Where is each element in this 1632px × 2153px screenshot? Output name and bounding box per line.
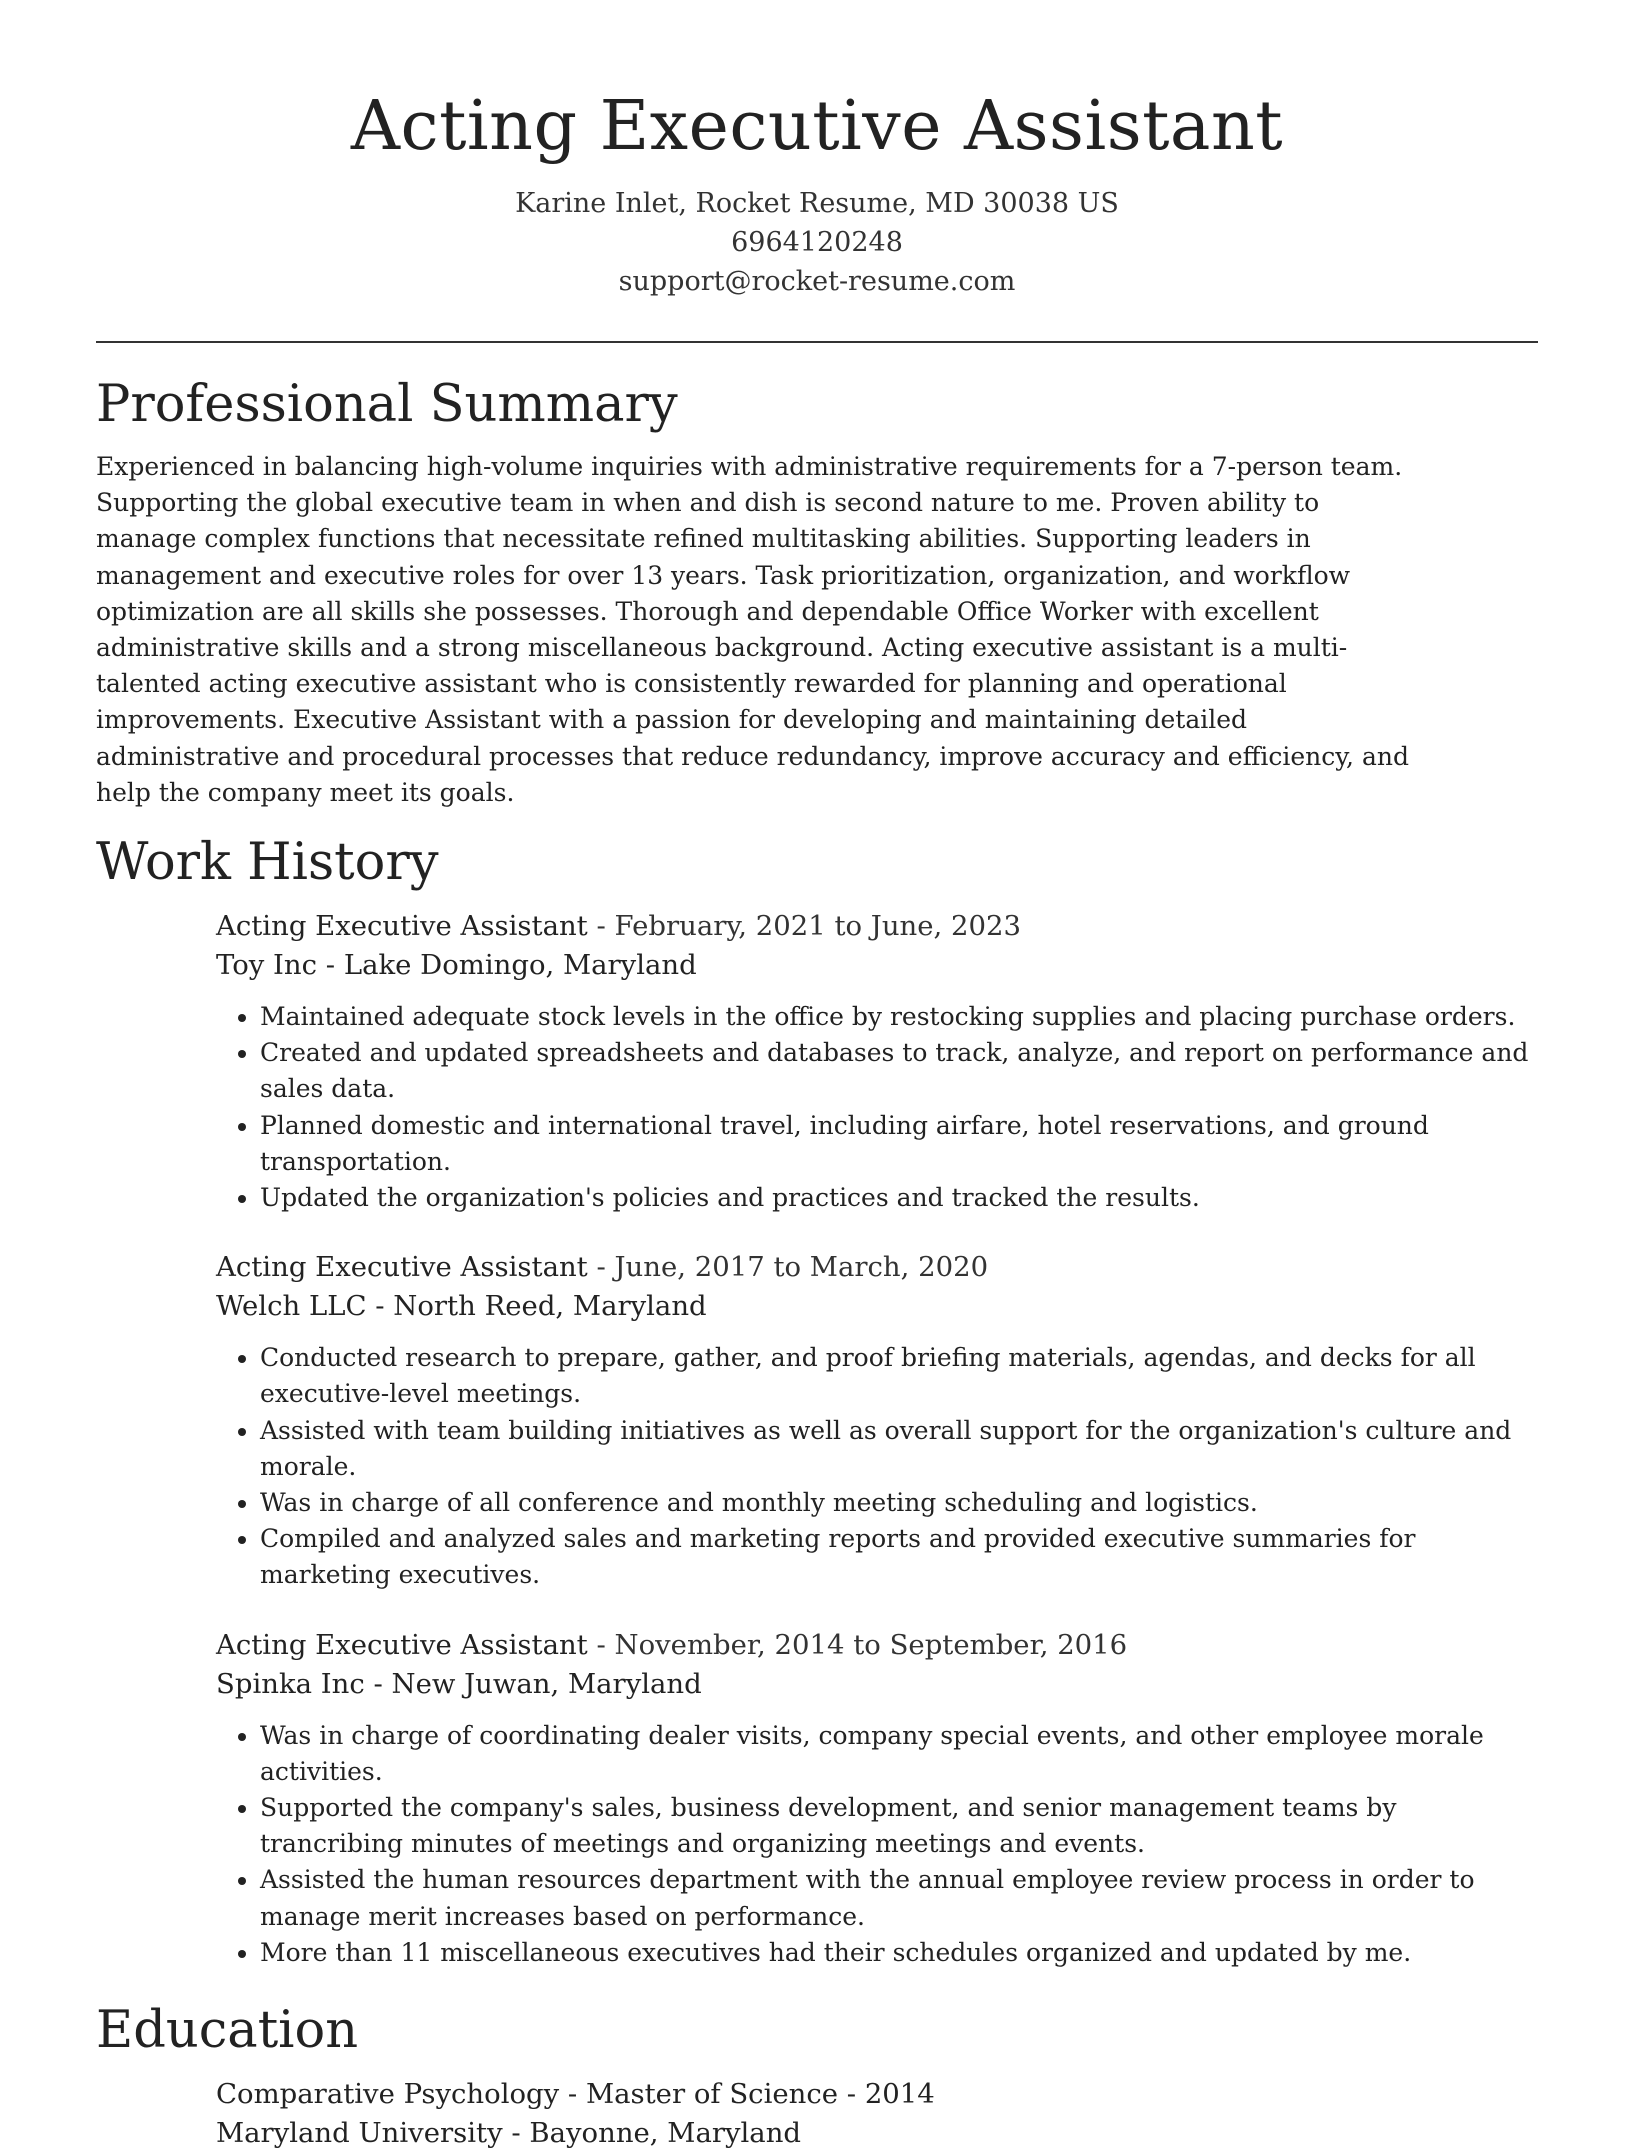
education-degree: Master of Science — [585, 2078, 839, 2111]
education-location: Bayonne, Maryland — [529, 2117, 802, 2150]
job-title-line — [216, 1248, 1538, 1287]
job-entry — [216, 1626, 1538, 1971]
contact-info — [96, 184, 1538, 301]
bullet-item: • Was in charge of coordinating dealer visits, company special events, and other employee morale activities. — [260, 1718, 1538, 1790]
job-company: Spinka Inc — [216, 1667, 365, 1700]
contact-address: Karine Inlet, Rocket Resume, MD 30038 US — [515, 188, 1119, 219]
section-title-work-history: Work History — [96, 833, 439, 893]
bullet-item: • Compiled and analyzed sales and marketing reports and provided executive summaries for marketing executives. — [260, 1521, 1538, 1593]
education-entry — [216, 2075, 1538, 2153]
job-company-line — [216, 946, 1538, 985]
job-dates: June, 2017 to March, 2020 — [614, 1251, 989, 1284]
job-bullets — [216, 1718, 1538, 1971]
separator: - — [366, 1290, 394, 1323]
section-title-summary: Professional Summary — [96, 375, 678, 434]
contact-email: support@rocket-resume.com — [618, 266, 1016, 297]
resume-header — [96, 0, 1538, 301]
summary-text: Experienced in balancing high-volume inquiries with administrative requirements for a 7-person team. Supporting the global executive team in when and dish is second nature to me. Proven ability to manage complex functions that necessitate refined multitasking abilities. Supporting leaders in management and executive roles for over 13 years. Task prioritization, organization, and workflow optimization are all skills she possesses. Thorough and dependable Office Worker with excellent administrative skills and a strong miscellaneous background. Acting executive assistant is a multi-talented acting executive assistant who is consistently rewarded for planning and operational improvements. Executive Assistant with a passion for developing and maintaining detailed administrative and procedural processes that reduce redundancy, improve accuracy and efficiency, and help the company meet its goals. — [96, 452, 1409, 807]
separator: - — [317, 949, 344, 982]
separator: - — [838, 2078, 865, 2111]
job-company: Toy Inc — [216, 949, 318, 982]
work-history-section — [96, 831, 1538, 1971]
job-location: North Reed, Maryland — [393, 1290, 707, 1323]
separator: - — [559, 2078, 586, 2111]
job-location: New Juwan, Maryland — [391, 1667, 702, 1700]
separator: - — [587, 1628, 615, 1661]
bullet-item: • Planned domestic and international travel, including airfare, hotel reservations, and ground transportation. — [260, 1108, 1538, 1180]
job-dates: November, 2014 to September, 2016 — [614, 1628, 1128, 1661]
job-location: Lake Domingo, Maryland — [343, 949, 697, 982]
job-entry — [216, 1248, 1538, 1593]
job-bullets — [216, 999, 1538, 1216]
education-section — [96, 1999, 1538, 2153]
resume-name: Acting Executive Assistant — [350, 87, 1284, 166]
bullet-item: • More than 11 miscellaneous executives had their schedules organized and updated by me. — [260, 1935, 1538, 1971]
education-school: Maryland University — [216, 2117, 503, 2150]
job-dates: February, 2021 to June, 2023 — [614, 910, 1021, 943]
separator: - — [502, 2117, 530, 2150]
job-company-line — [216, 1665, 1538, 1704]
job-entry — [216, 907, 1538, 1216]
bullet-item: • Supported the company's sales, business development, and senior management teams by trancribing minutes of meetings and organizing meetings and events. — [260, 1790, 1538, 1862]
bullet-item: • Updated the organization's policies and practices and tracked the results. — [260, 1180, 1538, 1216]
job-company-line — [216, 1287, 1538, 1326]
job-title-line — [216, 907, 1538, 946]
separator: - — [587, 1251, 615, 1284]
education-field: Comparative Psychology — [216, 2078, 560, 2111]
bullet-item: • Maintained adequate stock levels in the office by restocking supplies and placing purchase orders. — [260, 999, 1538, 1035]
job-title-line — [216, 1626, 1538, 1665]
separator: - — [364, 1667, 392, 1700]
job-company: Welch LLC — [216, 1290, 367, 1323]
separator: - — [587, 910, 615, 943]
section-title-education: Education — [96, 2001, 359, 2061]
education-degree-line — [216, 2075, 1538, 2114]
job-role: Acting Executive Assistant — [216, 910, 588, 943]
contact-phone: 6964120248 — [731, 227, 903, 258]
job-role: Acting Executive Assistant — [216, 1251, 588, 1284]
bullet-item: • Created and updated spreadsheets and databases to track, analyze, and report on performance and sales data. — [260, 1035, 1538, 1107]
bullet-item: • Was in charge of all conference and monthly meeting scheduling and logistics. — [260, 1485, 1538, 1521]
bullet-item: • Assisted with team building initiatives as well as overall support for the organization's culture and morale. — [260, 1413, 1538, 1485]
job-bullets — [216, 1340, 1538, 1593]
summary-section — [96, 373, 1538, 811]
header-divider — [96, 341, 1538, 343]
job-role: Acting Executive Assistant — [216, 1628, 588, 1661]
bullet-item: • Conducted research to prepare, gather, and proof briefing materials, agendas, and decks for all executive-level meetings. — [260, 1340, 1538, 1412]
education-year: 2014 — [864, 2078, 935, 2111]
bullet-item: • Assisted the human resources department with the annual employee review process in order to manage merit increases based on performance. — [260, 1862, 1538, 1934]
education-school-line — [216, 2114, 1538, 2153]
resume-page — [96, 0, 1538, 2153]
